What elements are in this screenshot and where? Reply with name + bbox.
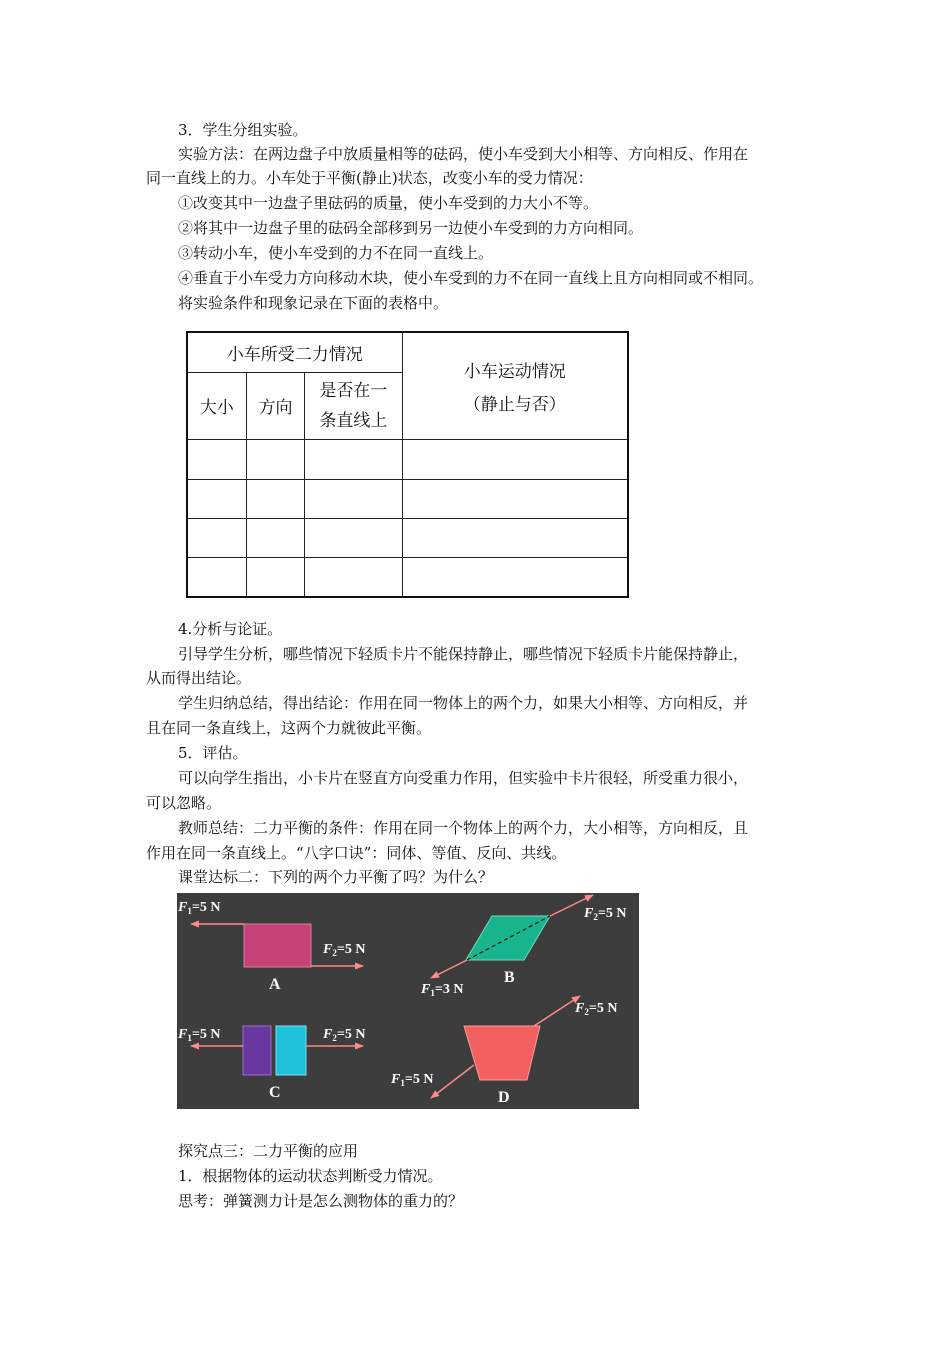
table-cell (402, 557, 628, 597)
table-cell (305, 479, 402, 518)
evaluation-paragraph-cont: 可以忽略。 (146, 794, 222, 812)
table-row (187, 479, 628, 518)
summary-paragraph: 教师总结：二力平衡的条件：作用在同一个物体上的两个力，大小相等，方向相反，且 (178, 819, 749, 837)
direction-header: 方向 (246, 372, 305, 439)
table-cell (187, 557, 246, 597)
record-table (186, 331, 629, 598)
list-item-3: ③转动小车，使小车受到的力不在同一直线上。 (178, 244, 494, 262)
list-item-4: ④垂直于小车受力方向移动木块，使小车受到的力不在同一直线上且方向相同或不相同。 (178, 269, 764, 287)
table-row (187, 518, 628, 557)
label-a: A (269, 976, 281, 993)
thinking-question: 思考：弹簧测力计是怎么测物体的重力的？ (178, 1192, 464, 1210)
step-4-heading: 4.分析与论证。 (178, 620, 283, 638)
table-cell (246, 518, 305, 557)
label-b-f2: $F_2=5$ N (584, 906, 627, 922)
application-item-1: 1．根据物体的运动状态判断受力情况。 (178, 1167, 443, 1185)
method-paragraph-cont: 同一直线上的力。小车处于平衡(静止)状态，改变小车的受力情况： (146, 169, 593, 187)
same-line-header-line1: 是否在一 (319, 380, 388, 401)
table-cell (187, 439, 246, 479)
motion-header (402, 332, 628, 439)
table-cell (187, 479, 246, 518)
table-cell (305, 518, 402, 557)
label-d-f1: $F_1=5$ N (391, 1072, 434, 1088)
label-c: C (269, 1084, 281, 1101)
table-cell (402, 518, 628, 557)
table-cell (246, 439, 305, 479)
evaluation-paragraph: 可以向学生指出，小卡片在竖直方向受重力作用，但实验中卡片很轻，所受重力很小， (178, 769, 749, 787)
record-instruction: 将实验条件和现象记录在下面的表格中。 (178, 294, 449, 312)
analysis-paragraph-cont: 从而得出结论。 (146, 669, 252, 687)
step-5-heading: 5．评估。 (178, 744, 248, 762)
method-paragraph: 实验方法：在两边盘子中放质量相等的砝码，使小车受到大小相等、方向相反、作用在 (178, 145, 749, 163)
group-header: 小车所受二力情况 (187, 332, 402, 372)
table-cell (402, 479, 628, 518)
summary-paragraph-cont: 作用在同一条直线上。“八字口诀”：同体、等值、反向、共线。 (146, 844, 567, 862)
block-c-right (276, 1026, 306, 1075)
block-a (244, 924, 311, 967)
section-heading: 探究点三：二力平衡的应用 (178, 1142, 359, 1160)
label-b: B (504, 969, 515, 986)
same-line-header (305, 372, 402, 439)
label-c-f2: $F_2=5$ N (323, 1027, 366, 1043)
block-c-left (243, 1026, 271, 1075)
force-balance-figure (177, 893, 639, 1109)
motion-header-line1: 小车运动情况 (463, 361, 566, 382)
list-item-1: ①改变其中一边盘子里砝码的质量，使小车受到的力大小不等。 (178, 194, 599, 212)
label-a-f2: $F_2=5$ N (323, 942, 366, 958)
step-3-heading: 3．学生分组实验。 (178, 121, 308, 139)
label-b-f1: $F_1=3$ N (421, 982, 464, 998)
list-item-2: ②将其中一边盘子里的砝码全部移到另一边使小车受到的力方向相同。 (178, 219, 644, 237)
table-cell (246, 557, 305, 597)
label-a-f1: $F_1=5$ N (178, 900, 221, 916)
label-c-f1: $F_1=5$ N (178, 1027, 221, 1043)
exercise-question: 课堂达标二：下列的两个力平衡了吗？为什么？ (178, 868, 494, 886)
table-cell (246, 479, 305, 518)
table-row (187, 439, 628, 479)
same-line-header-line2: 条直线上 (319, 410, 388, 431)
table-row (187, 557, 628, 597)
table-cell (305, 557, 402, 597)
conclusion-paragraph-cont: 且在同一条直线上，这两个力就彼此平衡。 (146, 719, 432, 737)
label-d-f2: $F_2=5$ N (575, 1001, 618, 1017)
motion-header-line2: （静止与否） (463, 394, 566, 415)
table-cell (187, 518, 246, 557)
size-header: 大小 (187, 372, 246, 439)
table-cell (305, 439, 402, 479)
conclusion-paragraph: 学生归纳总结，得出结论：作用在同一物体上的两个力，如果大小相等、方向相反，并 (178, 694, 749, 712)
table-cell (402, 439, 628, 479)
label-d: D (498, 1089, 510, 1106)
analysis-paragraph: 引导学生分析，哪些情况下轻质卡片不能保持静止，哪些情况下轻质卡片能保持静止， (178, 645, 749, 663)
